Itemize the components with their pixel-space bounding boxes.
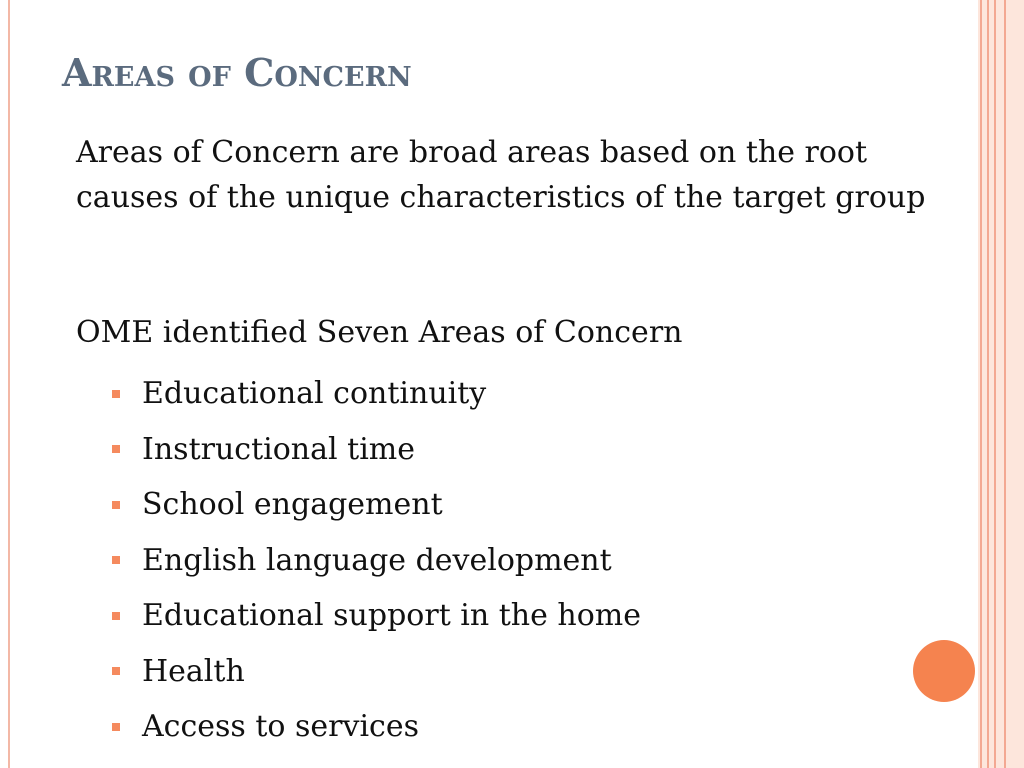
list-item-text: Educational continuity [142, 376, 487, 412]
square-bullet-icon [112, 445, 120, 453]
list-item [112, 477, 641, 533]
list-item [112, 699, 641, 755]
border-stripe [1004, 0, 1006, 768]
square-bullet-icon [112, 667, 120, 675]
border-stripe [987, 0, 989, 768]
list-item-text: Instructional time [142, 431, 415, 467]
areas-of-concern-list [112, 366, 641, 755]
square-bullet-icon [112, 556, 120, 564]
accent-circle-icon [913, 640, 975, 702]
list-item [112, 422, 641, 478]
square-bullet-icon [112, 501, 120, 509]
list-item [112, 366, 641, 422]
square-bullet-icon [112, 612, 120, 620]
square-bullet-icon [112, 723, 120, 731]
slide-subheading: OME identified Seven Areas of Concern [76, 315, 683, 350]
list-item [112, 588, 641, 644]
list-item-text: Access to services [142, 709, 419, 745]
right-border-decoration [978, 0, 1024, 768]
slide-paragraph: Areas of Concern are broad areas based on the root causes of the unique characteristics of the target group [76, 135, 926, 215]
border-stripe [980, 0, 982, 768]
list-item-text: School engagement [142, 487, 443, 523]
list-item-text: Health [142, 653, 245, 689]
list-item-text: English language development [142, 542, 612, 578]
border-stripe [994, 0, 996, 768]
slide-title: Areas of Concern [62, 50, 412, 95]
list-item-text: Educational support in the home [142, 598, 641, 634]
left-border-line [8, 0, 10, 768]
list-item [112, 533, 641, 589]
square-bullet-icon [112, 390, 120, 398]
list-item [112, 644, 641, 700]
